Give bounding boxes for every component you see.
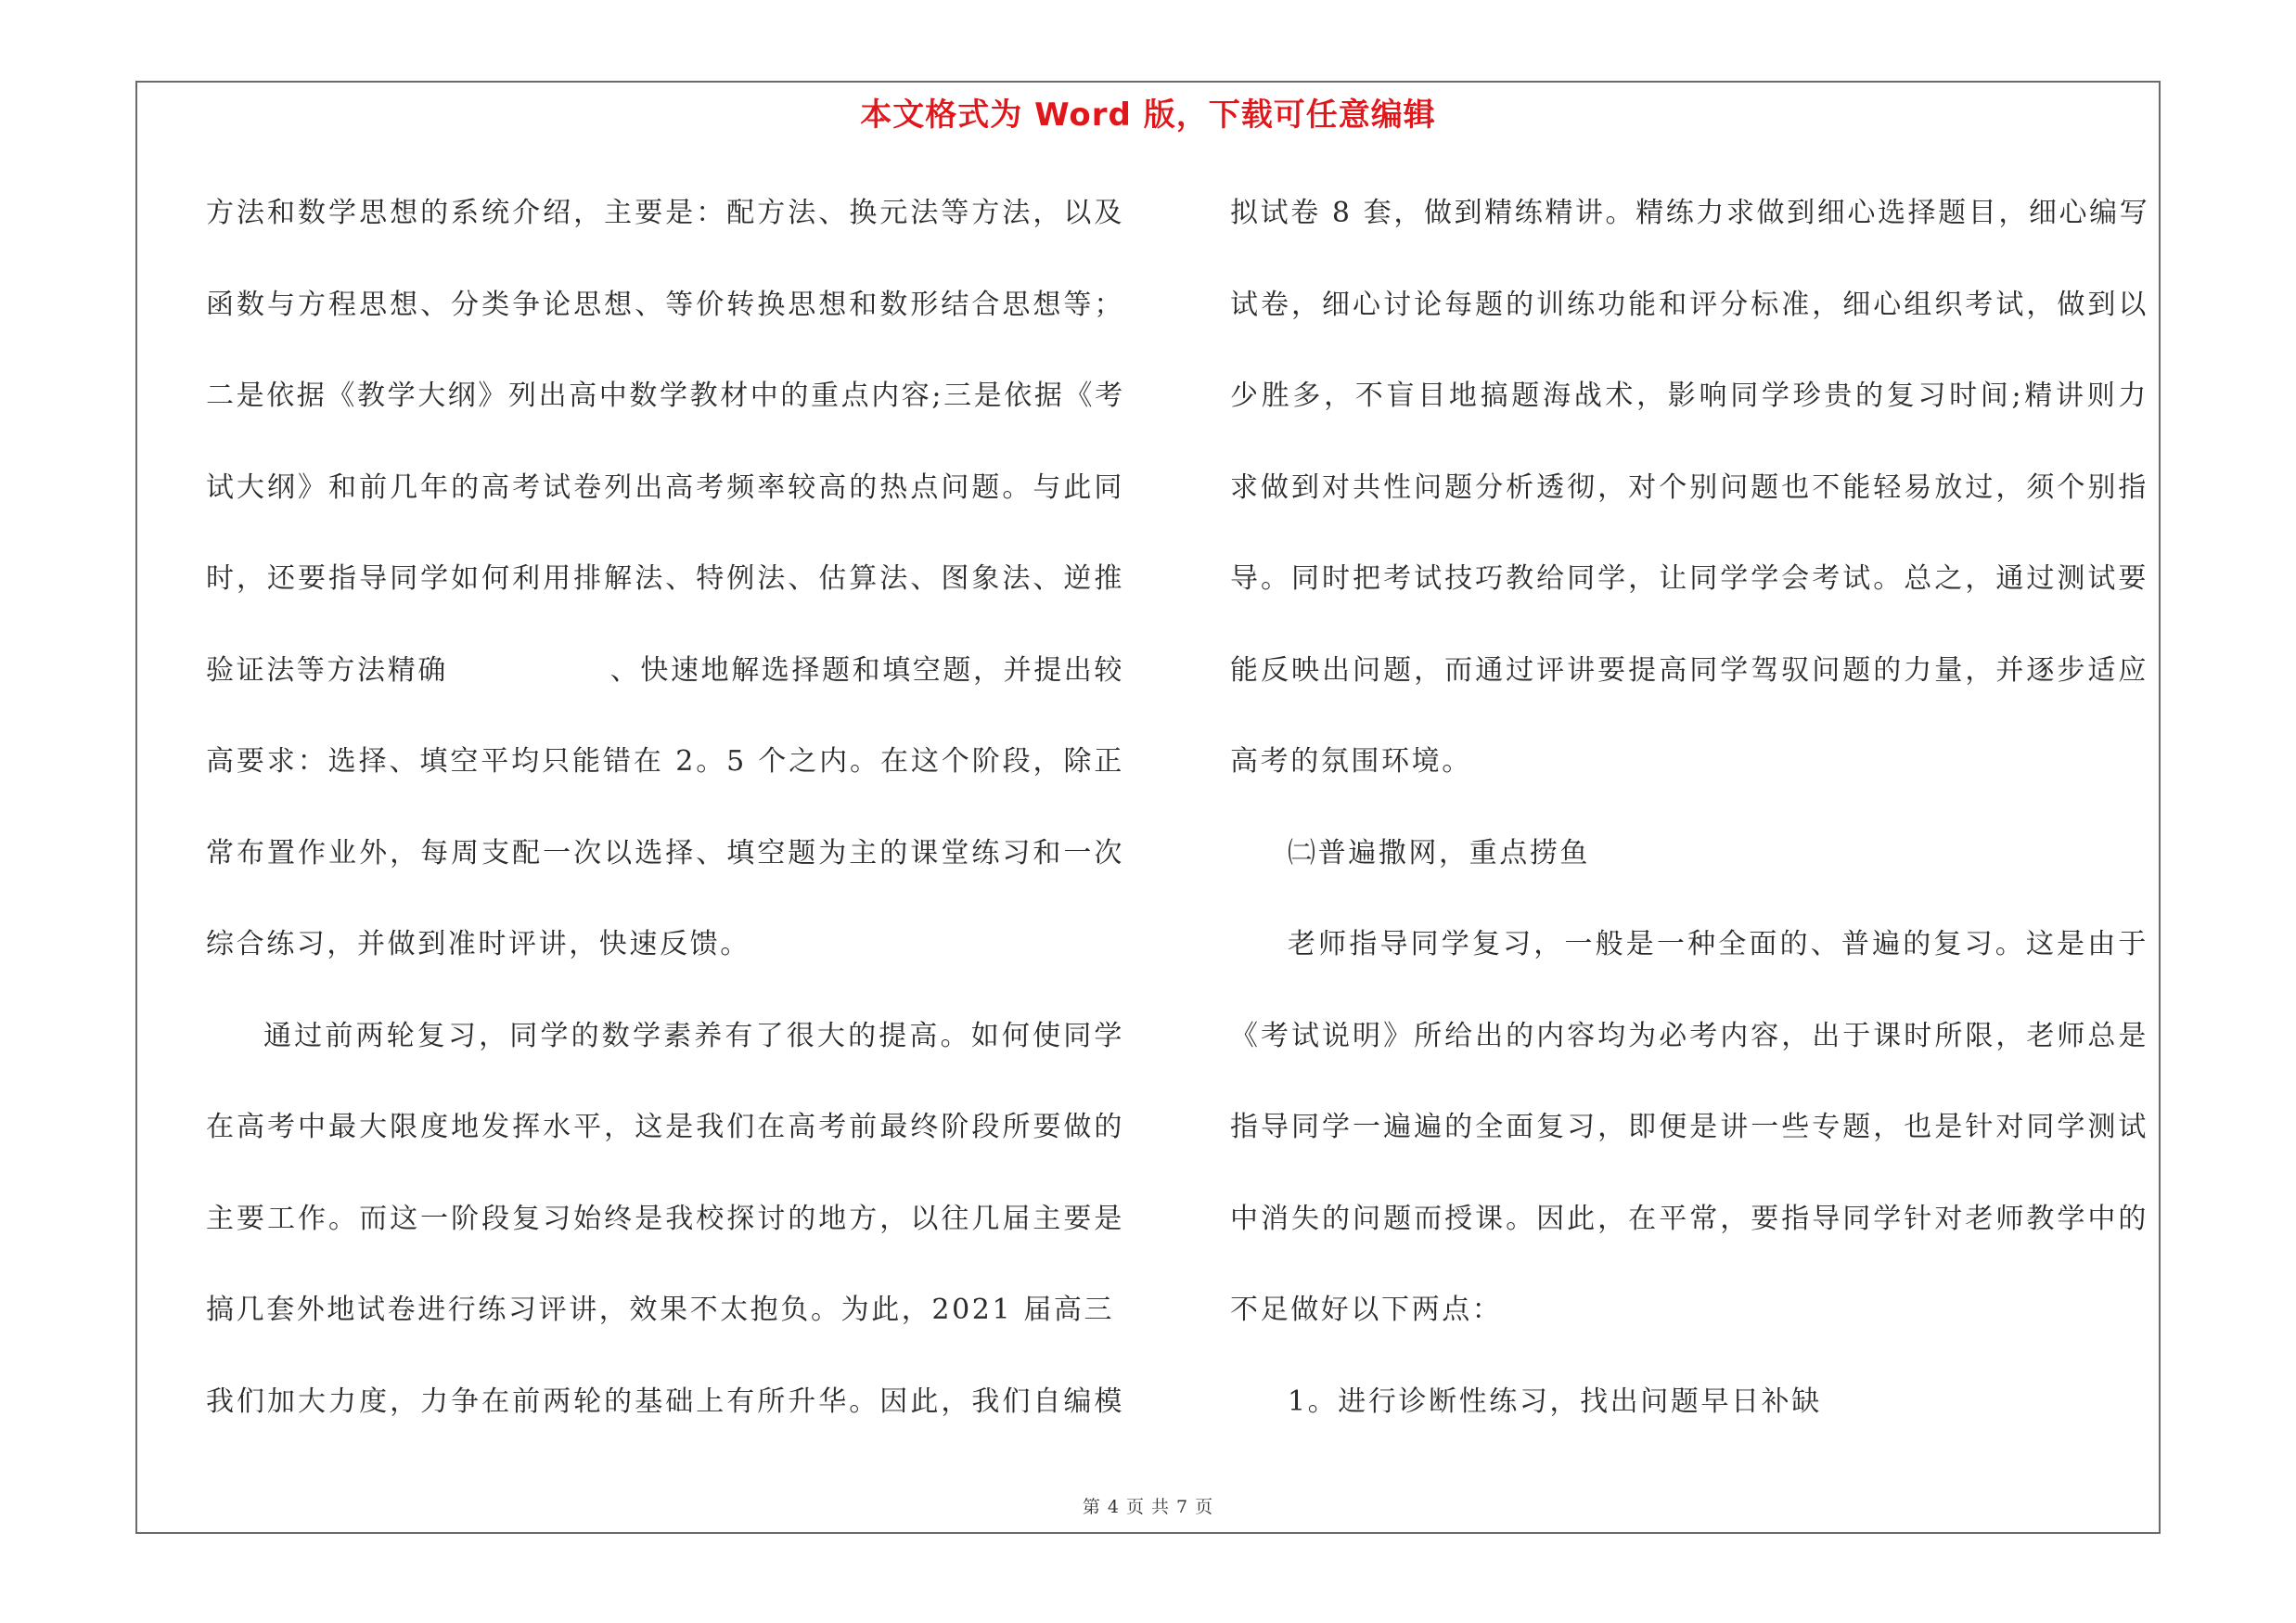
paragraph-line: 二是依据《教学大纲》列出高中数学教材中的重点内容;三是依据《考 bbox=[206, 380, 1125, 412]
paragraph-line: 时，还要指导同学如何利用排解法、特例法、估算法、图象法、逆推 bbox=[206, 562, 1124, 595]
paragraph-line: 求做到对共性问题分析透彻，对个别问题也不能轻易放过，须个别指 bbox=[1230, 470, 2148, 504]
paragraph-line: 常布置作业外，每周支配一次以选择、填空题为主的课堂练习和一次 bbox=[206, 836, 1124, 869]
paragraph-line: 老师指导同学复习，一般是一种全面的、普遍的复习。这是由于 bbox=[1288, 928, 2148, 960]
paragraph-line: 不足做好以下两点： bbox=[1230, 1294, 1503, 1326]
paragraph-line: 方法和数学思想的系统介绍，主要是：配方法、换元法等方法，以及 bbox=[206, 197, 1124, 229]
paragraph-line-with-gap bbox=[206, 640, 1124, 732]
paragraph-line: 拟试卷 8 套，做到精练精讲。精练力求做到细心选择题目，细心编写 bbox=[1230, 197, 2150, 229]
paragraph-line: 通过前两轮复习，同学的数学素养有了很大的提高。如何使同学 bbox=[263, 1019, 1124, 1052]
paragraph-line: 高考的氛围环境。 bbox=[1230, 745, 1472, 778]
subsection-heading: 1。进行诊断性练习，找出问题早日补缺 bbox=[1288, 1385, 1822, 1418]
line-segment: 、快速地解选择题和填空题，并提出较 bbox=[609, 653, 1124, 687]
paragraph-line: 中消失的问题而授课。因此，在平常，要指导同学针对老师教学中的 bbox=[1230, 1202, 2148, 1235]
paragraph-line: 综合练习，并做到准时评讲，快速反馈。 bbox=[206, 928, 750, 960]
paragraph-line: 主要工作。而这一阶段复习始终是我校探讨的地方，以往几届主要是 bbox=[206, 1202, 1124, 1235]
paragraph-line: 《考试说明》所给出的内容均为必考内容，出于课时所限，老师总是 bbox=[1230, 1019, 2148, 1052]
paragraph-line: 导。同时把考试技巧教给同学，让同学学会考试。总之，通过测试要 bbox=[1230, 562, 2148, 595]
paragraph-line: 我们加大力度，力争在前两轮的基础上有所升华。因此，我们自编模 bbox=[206, 1385, 1124, 1418]
right-column bbox=[1230, 183, 2148, 1462]
paragraph-line: 搞几套外地试卷进行练习评讲，效果不太抱负。为此，2021 届高三 bbox=[206, 1294, 1115, 1326]
paragraph-line: 少胜多，不盲目地搞题海战术，影响同学珍贵的复习时间;精讲则力 bbox=[1230, 380, 2148, 412]
paragraph-line: 试大纲》和前几年的高考试卷列出高考频率较高的热点问题。与此同 bbox=[206, 470, 1124, 504]
line-segment: 验证法等方法精确 bbox=[206, 653, 448, 687]
paragraph-line: 指导同学一遍遍的全面复习，即便是讲一些专题，也是针对同学测试 bbox=[1230, 1111, 2148, 1143]
page-number-footer: 第 4 页 共 7 页 bbox=[1082, 1497, 1214, 1517]
left-column bbox=[206, 183, 1124, 1462]
paragraph-line: 高要求：选择、填空平均只能错在 2。5 个之内。在这个阶段，除正 bbox=[206, 745, 1124, 778]
section-heading: ㈡普遍撒网，重点捞鱼 bbox=[1288, 836, 1590, 869]
paragraph-line: 试卷，细心讨论每题的训练功能和评分标准，细心组织考试，做到以 bbox=[1230, 288, 2148, 321]
header-banner: 本文格式为 Word 版，下载可任意编辑 bbox=[860, 97, 1436, 134]
paragraph-line: 在高考中最大限度地发挥水平，这是我们在高考前最终阶段所要做的 bbox=[206, 1111, 1124, 1143]
paragraph-line: 函数与方程思想、分类争论思想、等价转换思想和数形结合思想等； bbox=[206, 288, 1124, 321]
paragraph-line: 能反映出问题，而通过评讲要提高同学驾驭问题的力量，并逐步适应 bbox=[1230, 653, 2148, 687]
